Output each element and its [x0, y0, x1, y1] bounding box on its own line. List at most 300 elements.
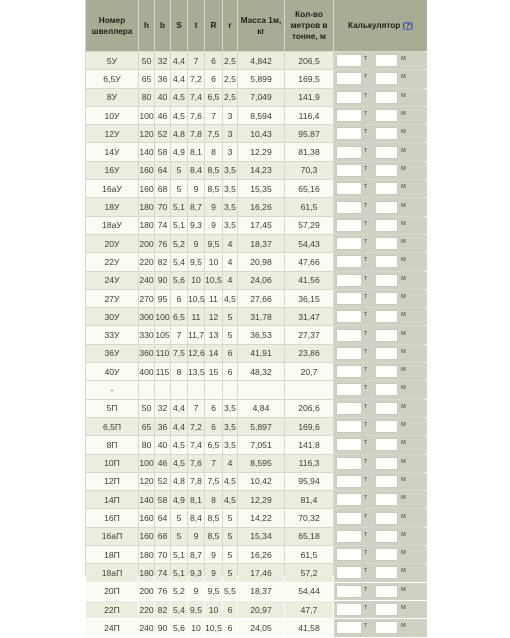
- meters-input[interactable]: [375, 530, 398, 543]
- table-row: [86, 198, 427, 215]
- cell-R: 6,5: [205, 89, 222, 106]
- meters-input[interactable]: [375, 91, 398, 104]
- cell-R: 8: [205, 491, 222, 508]
- tonnes-input[interactable]: [336, 566, 362, 579]
- tonnes-input[interactable]: [336, 512, 362, 525]
- cell-b: 58: [155, 143, 170, 160]
- cell-calculator: [334, 363, 427, 380]
- meters-unit-label: м: [401, 238, 406, 246]
- cell-R: 7,5: [205, 125, 222, 142]
- tonnes-unit-label: т: [364, 91, 368, 99]
- cell-r: [223, 381, 237, 398]
- table-row: [86, 363, 427, 380]
- meters-input[interactable]: [375, 603, 398, 616]
- tonnes-input[interactable]: [336, 255, 362, 268]
- cell-h: 160: [139, 528, 154, 545]
- tonnes-unit-label: т: [364, 402, 368, 410]
- cell-r: 3,5: [223, 198, 237, 215]
- cell-calculator: [334, 564, 427, 581]
- cell-name: 20У: [86, 235, 138, 252]
- meters-input[interactable]: [375, 310, 398, 323]
- tonnes-unit-label: т: [364, 238, 368, 246]
- cell-name: 8У: [86, 89, 138, 106]
- cell-r: 4,5: [223, 491, 237, 508]
- tonnes-input[interactable]: [336, 457, 362, 470]
- cell-mass: 14,23: [238, 162, 284, 179]
- tonnes-input[interactable]: [336, 603, 362, 616]
- cell-calculator: [334, 272, 427, 289]
- meters-unit-label: м: [401, 604, 406, 612]
- cell-b: 64: [155, 509, 170, 526]
- tonnes-input[interactable]: [336, 365, 362, 378]
- tonnes-unit-label: т: [364, 73, 368, 81]
- cell-t: 7: [188, 400, 204, 417]
- cell-h: 80: [139, 89, 154, 106]
- tonnes-unit-label: т: [364, 512, 368, 520]
- cell-r: 3,5: [223, 217, 237, 234]
- cell-R: 8,5: [205, 509, 222, 526]
- cell-t: 9: [188, 180, 204, 197]
- cell-count: 54,44: [285, 583, 333, 600]
- cell-R: 8,5: [205, 180, 222, 197]
- tonnes-input[interactable]: [336, 420, 362, 433]
- cell-count: 20,7: [285, 363, 333, 380]
- tonnes-input[interactable]: [336, 329, 362, 342]
- cell-R: 10,5: [205, 619, 222, 636]
- channel-table-panel: [85, 0, 425, 633]
- tonnes-unit-label: т: [364, 201, 368, 209]
- table-row: [86, 509, 427, 526]
- cell-b: 52: [155, 125, 170, 142]
- meters-input[interactable]: [375, 182, 398, 195]
- meters-input[interactable]: [375, 548, 398, 561]
- cell-count: 41,56: [285, 272, 333, 289]
- cell-s: 5,2: [171, 235, 187, 252]
- cell-R: 9,5: [205, 235, 222, 252]
- tonnes-input[interactable]: [336, 164, 362, 177]
- cell-t: 7,2: [188, 70, 204, 87]
- cell-t: 9: [188, 235, 204, 252]
- cell-r: 3,5: [223, 418, 237, 435]
- cell-t: 13,5: [188, 363, 204, 380]
- cell-calculator: [334, 491, 427, 508]
- cell-mass: 20,98: [238, 253, 284, 270]
- cell-h: 120: [139, 125, 154, 142]
- cell-t: 9,5: [188, 601, 204, 618]
- cell-calculator: [334, 70, 427, 87]
- meters-unit-label: м: [401, 311, 406, 319]
- tonnes-unit-label: т: [364, 384, 368, 392]
- cell-mass: 20,97: [238, 601, 284, 618]
- cell-mass: 4,842: [238, 52, 284, 69]
- meters-input[interactable]: [375, 329, 398, 342]
- cell-mass: 7,051: [238, 436, 284, 453]
- cell-h: 400: [139, 363, 154, 380]
- cell-name: 16аП: [86, 528, 138, 545]
- cell-R: 13: [205, 326, 222, 343]
- cell-t: 7,8: [188, 125, 204, 142]
- cell-s: 4,4: [171, 418, 187, 435]
- cell-s: 5,6: [171, 272, 187, 289]
- cell-name: 20П: [86, 583, 138, 600]
- cell-r: 6: [223, 345, 237, 362]
- cell-name: 22У: [86, 253, 138, 270]
- cell-h: 80: [139, 436, 154, 453]
- cell-r: 3,5: [223, 436, 237, 453]
- cell-b: 115: [155, 363, 170, 380]
- tonnes-input[interactable]: [336, 274, 362, 287]
- cell-h: 180: [139, 198, 154, 215]
- cell-r: 4,5: [223, 473, 237, 490]
- meters-input[interactable]: [375, 219, 398, 232]
- cell-name: 18П: [86, 546, 138, 563]
- cell-R: 7: [205, 107, 222, 124]
- cell-R: 9: [205, 217, 222, 234]
- table-row: [86, 619, 427, 636]
- tonnes-input[interactable]: [336, 91, 362, 104]
- meters-unit-label: м: [401, 219, 406, 227]
- cell-h: 240: [139, 619, 154, 636]
- cell-name: 14П: [86, 491, 138, 508]
- cell-r: 6: [223, 363, 237, 380]
- cell-r: 5,5: [223, 583, 237, 600]
- tonnes-input[interactable]: [336, 72, 362, 85]
- cell-R: 9: [205, 198, 222, 215]
- cell-name: 8П: [86, 436, 138, 453]
- cell-count: 65,16: [285, 180, 333, 197]
- cell-b: 82: [155, 253, 170, 270]
- cell-name: 33У: [86, 326, 138, 343]
- meters-input[interactable]: [375, 146, 398, 159]
- cell-s: 5,2: [171, 583, 187, 600]
- cell-name: 16У: [86, 162, 138, 179]
- cell-name: 18аУ: [86, 217, 138, 234]
- tonnes-input[interactable]: [336, 237, 362, 250]
- table-body: [86, 52, 427, 637]
- table-row: [86, 235, 427, 252]
- cell-s: 4,5: [171, 89, 187, 106]
- cell-mass: 36,53: [238, 326, 284, 343]
- cell-count: [285, 381, 333, 398]
- cell-b: 110: [155, 345, 170, 362]
- meters-unit-label: м: [401, 585, 406, 593]
- cell-r: 3: [223, 125, 237, 142]
- cell-mass: 16,26: [238, 546, 284, 563]
- meters-input[interactable]: [375, 237, 398, 250]
- cell-r: 2,5: [223, 52, 237, 69]
- meters-unit-label: м: [401, 274, 406, 282]
- cell-count: 81,4: [285, 491, 333, 508]
- meters-unit-label: м: [401, 91, 406, 99]
- cell-mass: 10,42: [238, 473, 284, 490]
- cell-calculator: [334, 235, 427, 252]
- cell-calculator: [334, 326, 427, 343]
- cell-t: 9,3: [188, 217, 204, 234]
- meters-unit-label: м: [401, 183, 406, 191]
- tonnes-unit-label: т: [364, 128, 368, 136]
- meters-unit-label: м: [401, 366, 406, 374]
- cell-count: 31,47: [285, 308, 333, 325]
- cell-t: 9,3: [188, 564, 204, 581]
- cell-r: 4,5: [223, 290, 237, 307]
- cell-count: 54,43: [285, 235, 333, 252]
- cell-count: 116,3: [285, 455, 333, 472]
- cell-R: 10,5: [205, 272, 222, 289]
- table-row: [86, 418, 427, 435]
- meters-unit-label: м: [401, 512, 406, 520]
- meters-input[interactable]: [375, 402, 398, 415]
- cell-mass: 8,595: [238, 455, 284, 472]
- cell-R: 8,5: [205, 162, 222, 179]
- cell-name: 10П: [86, 455, 138, 472]
- tonnes-input[interactable]: [336, 310, 362, 323]
- cell-calculator: [334, 546, 427, 563]
- cell-t: 7,6: [188, 455, 204, 472]
- cell-s: 4,4: [171, 400, 187, 417]
- calculator-help-link[interactable]: (?): [402, 21, 414, 30]
- cell-mass: 24,06: [238, 272, 284, 289]
- cell-count: 116,4: [285, 107, 333, 124]
- cell-count: 47,7: [285, 601, 333, 618]
- cell-mass: 18,37: [238, 235, 284, 252]
- cell-mass: 4,84: [238, 400, 284, 417]
- cell-b: 32: [155, 52, 170, 69]
- tonnes-input[interactable]: [336, 493, 362, 506]
- meters-input[interactable]: [375, 54, 398, 67]
- cell-h: 100: [139, 107, 154, 124]
- cell-calculator: [334, 89, 427, 106]
- cell-s: 5: [171, 180, 187, 197]
- tonnes-unit-label: т: [364, 256, 368, 264]
- col-header-name: Номер швеллера: [86, 0, 138, 51]
- meters-unit-label: м: [401, 439, 406, 447]
- cell-mass: 17,46: [238, 564, 284, 581]
- cell-name: 12У: [86, 125, 138, 142]
- cell-name: 22П: [86, 601, 138, 618]
- meters-input[interactable]: [375, 255, 398, 268]
- cell-count: 57,29: [285, 217, 333, 234]
- cell-mass: 31,78: [238, 308, 284, 325]
- cell-count: 23,86: [285, 345, 333, 362]
- meters-input[interactable]: [375, 512, 398, 525]
- meters-input[interactable]: [375, 438, 398, 451]
- cell-h: 180: [139, 546, 154, 563]
- tonnes-input[interactable]: [336, 182, 362, 195]
- cell-b: 68: [155, 528, 170, 545]
- meters-input[interactable]: [375, 347, 398, 360]
- cell-s: 6: [171, 290, 187, 307]
- cell-count: 65,18: [285, 528, 333, 545]
- cell-s: 4,8: [171, 473, 187, 490]
- cell-s: [171, 381, 187, 398]
- table-row: [86, 326, 427, 343]
- table-row: [86, 290, 427, 307]
- cell-name: 16П: [86, 509, 138, 526]
- tonnes-input[interactable]: [336, 585, 362, 598]
- cell-s: 5,1: [171, 546, 187, 563]
- tonnes-input[interactable]: [336, 127, 362, 140]
- cell-calculator: [334, 601, 427, 618]
- meters-input[interactable]: [375, 201, 398, 214]
- table-row: [86, 381, 427, 398]
- meters-unit-label: м: [401, 494, 406, 502]
- meters-input[interactable]: [375, 383, 398, 396]
- meters-input[interactable]: [375, 274, 398, 287]
- cell-b: 90: [155, 619, 170, 636]
- cell-R: 7: [205, 455, 222, 472]
- table-row: [86, 564, 427, 581]
- table-row: [86, 217, 427, 234]
- cell-name: 40У: [86, 363, 138, 380]
- tonnes-unit-label: т: [364, 164, 368, 172]
- cell-calculator: [334, 528, 427, 545]
- cell-h: 200: [139, 583, 154, 600]
- table-row: [86, 89, 427, 106]
- cell-calculator: [334, 308, 427, 325]
- meters-unit-label: м: [401, 256, 406, 264]
- cell-s: 5: [171, 528, 187, 545]
- cell-b: 95: [155, 290, 170, 307]
- cell-count: 70,3: [285, 162, 333, 179]
- cell-r: 2,5: [223, 70, 237, 87]
- cell-r: 5: [223, 546, 237, 563]
- tonnes-input[interactable]: [336, 347, 362, 360]
- cell-b: 46: [155, 107, 170, 124]
- meters-input[interactable]: [375, 420, 398, 433]
- meters-unit-label: м: [401, 549, 406, 557]
- cell-s: 4,5: [171, 455, 187, 472]
- table-row: [86, 436, 427, 453]
- tonnes-input[interactable]: [336, 530, 362, 543]
- tonnes-unit-label: т: [364, 475, 368, 483]
- cell-mass: 7,049: [238, 89, 284, 106]
- tonnes-unit-label: т: [364, 329, 368, 337]
- tonnes-input[interactable]: [336, 109, 362, 122]
- cell-name: 16аУ: [86, 180, 138, 197]
- meters-input[interactable]: [375, 585, 398, 598]
- cell-R: 14: [205, 345, 222, 362]
- cell-calculator: [334, 125, 427, 142]
- tonnes-unit-label: т: [364, 585, 368, 593]
- tonnes-input[interactable]: [336, 201, 362, 214]
- cell-name: 18У: [86, 198, 138, 215]
- cell-t: 8,1: [188, 491, 204, 508]
- meters-input[interactable]: [375, 292, 398, 305]
- meters-input[interactable]: [375, 621, 398, 634]
- cell-count: 81,38: [285, 143, 333, 160]
- table-row: [86, 125, 427, 142]
- col-header-s: S: [171, 0, 187, 51]
- cell-name: 14У: [86, 143, 138, 160]
- cell-s: 4,4: [171, 70, 187, 87]
- meters-input[interactable]: [375, 127, 398, 140]
- cell-mass: 5,897: [238, 418, 284, 435]
- tonnes-input[interactable]: [336, 54, 362, 67]
- table-row: [86, 546, 427, 563]
- cell-h: 65: [139, 418, 154, 435]
- tonnes-input[interactable]: [336, 383, 362, 396]
- cell-calculator: [334, 400, 427, 417]
- cell-h: 360: [139, 345, 154, 362]
- cell-h: 200: [139, 235, 154, 252]
- cell-R: 6: [205, 70, 222, 87]
- tonnes-unit-label: т: [364, 274, 368, 282]
- tonnes-input[interactable]: [336, 402, 362, 415]
- tonnes-unit-label: т: [364, 311, 368, 319]
- tonnes-input[interactable]: [336, 146, 362, 159]
- cell-r: 6: [223, 619, 237, 636]
- tonnes-unit-label: т: [364, 347, 368, 355]
- meters-unit-label: м: [401, 567, 406, 575]
- cell-r: 3,5: [223, 162, 237, 179]
- calculator-title: Калькулятор: [347, 21, 401, 30]
- meters-input[interactable]: [375, 457, 398, 470]
- cell-b: 32: [155, 400, 170, 417]
- cell-R: 11: [205, 290, 222, 307]
- cell-R: 8: [205, 143, 222, 160]
- col-header-h: h: [139, 0, 154, 51]
- cell-s: 4,8: [171, 125, 187, 142]
- cell-r: 3,5: [223, 180, 237, 197]
- table-row: [86, 70, 427, 87]
- tonnes-unit-label: т: [364, 421, 368, 429]
- cell-t: 7,8: [188, 473, 204, 490]
- cell-calculator: [334, 52, 427, 69]
- tonnes-input[interactable]: [336, 548, 362, 561]
- cell-R: 9,5: [205, 583, 222, 600]
- cell-calculator: [334, 509, 427, 526]
- meters-unit-label: м: [401, 146, 406, 154]
- meters-input[interactable]: [375, 164, 398, 177]
- table-header-row: [86, 0, 427, 51]
- meters-input[interactable]: [375, 365, 398, 378]
- cell-b: 76: [155, 583, 170, 600]
- cell-t: 7: [188, 52, 204, 69]
- cell-calculator: [334, 143, 427, 160]
- tonnes-input[interactable]: [336, 438, 362, 451]
- cell-h: 220: [139, 601, 154, 618]
- tonnes-unit-label: т: [364, 530, 368, 538]
- meters-input[interactable]: [375, 72, 398, 85]
- tonnes-input[interactable]: [336, 219, 362, 232]
- cell-count: 70,32: [285, 509, 333, 526]
- cell-b: 74: [155, 217, 170, 234]
- cell-h: 160: [139, 162, 154, 179]
- cell-calculator: [334, 107, 427, 124]
- meters-input[interactable]: [375, 475, 398, 488]
- cell-h: 330: [139, 326, 154, 343]
- cell-t: 12,6: [188, 345, 204, 362]
- cell-r: 4: [223, 455, 237, 472]
- tonnes-input[interactable]: [336, 475, 362, 488]
- col-header-b: b: [155, 0, 170, 51]
- cell-s: 8: [171, 363, 187, 380]
- meters-input[interactable]: [375, 493, 398, 506]
- meters-unit-label: м: [401, 329, 406, 337]
- meters-input[interactable]: [375, 566, 398, 579]
- cell-s: 7: [171, 326, 187, 343]
- meters-unit-label: м: [401, 622, 406, 630]
- cell-R: 8,5: [205, 528, 222, 545]
- cell-t: 8,4: [188, 162, 204, 179]
- tonnes-input[interactable]: [336, 292, 362, 305]
- meters-input[interactable]: [375, 109, 398, 122]
- cell-calculator: [334, 253, 427, 270]
- tonnes-unit-label: т: [364, 293, 368, 300]
- tonnes-input[interactable]: [336, 621, 362, 634]
- cell-R: 12: [205, 308, 222, 325]
- table-row: [86, 52, 427, 69]
